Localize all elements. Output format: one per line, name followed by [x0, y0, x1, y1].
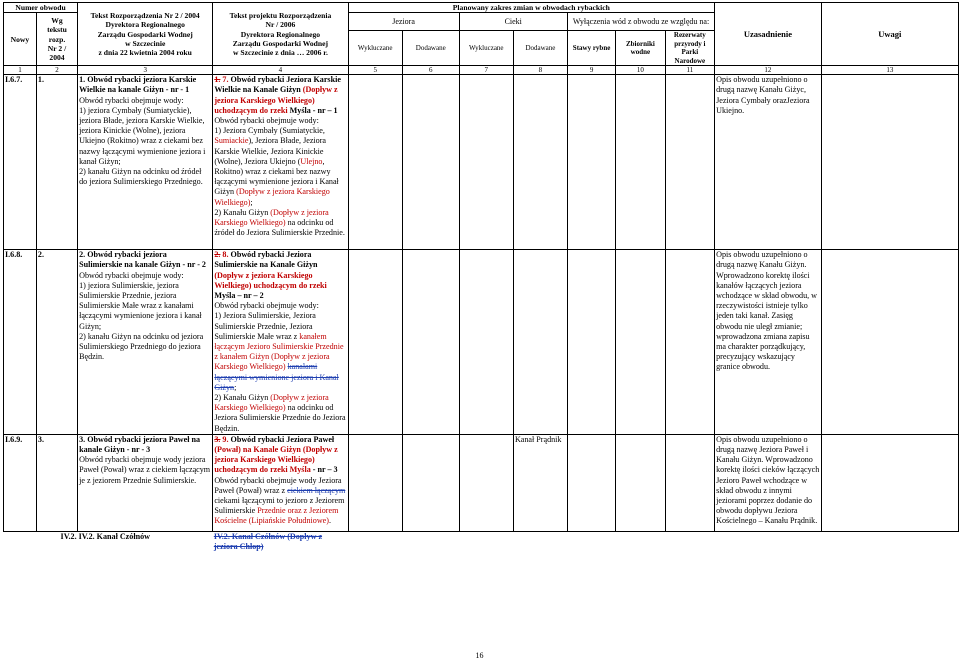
reserves-cell [665, 250, 715, 435]
col-num-4: 4 [213, 66, 348, 75]
col-num-12: 12 [715, 66, 822, 75]
header-excluded-lakes: Wykluczane [348, 31, 402, 66]
old-text-cell: 1. Obwód rybacki jeziora Karskie Wielkie na kanale Giżyn - nr - 1 Obwód rybacki obejmuje wody: 1) jeziora Cymbały (Sumiatyckie), jeziora Błade, jeziora Karskie Wielkie, jeziora Kinickie (Wolne), jeziora Ukiejno (Rokitno) wraz z ciekami bez nazwy łączącymi wymienione jeziora i kanał Giżyn; 2) kanału Giżyn na odcinku od źródeł do jeziora Sulimierskiego Przedniego. [78, 75, 213, 250]
watercourse-added-cell: Kanał Prądnik [513, 434, 567, 531]
header-exclusions: Wyłączenia wód z obwodu ze względu na: [567, 13, 714, 31]
header-added-lakes: Dodawane [402, 31, 459, 66]
section-new: IV.2. Kanał Czółnów (Dopływ z jeziora Chłop) [213, 531, 323, 552]
header-numer-obwodu: Numer obwodu [4, 3, 78, 13]
col-num-7: 7 [459, 66, 513, 75]
header-project-text: Tekst projektu Rozporządzenia Nr / 2006 Dyrektora Regionalnego Zarządu Gospodarki Wodnej w Szczecinie z dnia … 2006 r. [213, 3, 348, 66]
header-justification: Uzasadnienie [715, 3, 822, 66]
row-nowy: I.6.8. [4, 250, 37, 435]
old-text-cell: 2. Obwód rybacki jeziora Sulimierskie na kanale Giżyn - nr - 2 Obwód rybacki obejmuje wody: 1) jeziora Sulimierskie, jeziora Sulimierskie Przednie, jeziora Sulimierskie Małe wraz z kanałami łączącymi wymienione jeziora i kanał Giżyn; 2) kanału Giżyn na odcinku od jeziora Sulimierskiego Przedniego do jeziora Będzin. [78, 250, 213, 435]
header-remarks: Uwagi [821, 3, 958, 66]
reserves-cell [665, 434, 715, 531]
header-planned-changes: Planowany zakres zmian w obwodach rybackich [348, 3, 715, 13]
col-num-9: 9 [567, 66, 615, 75]
page-number: 16 [475, 651, 484, 660]
justification-cell: Opis obwodu uzupełniono o drugą nazwę Kanału Giżyc, Jeziora Cymbały orazJeziora Ukiejno. [715, 75, 822, 250]
header-nowy: Nowy [4, 13, 37, 66]
section-nowy: IV.2. [60, 531, 77, 541]
col-num-10: 10 [616, 66, 665, 75]
col-num-3: 3 [78, 66, 213, 75]
header-text-2004: Tekst Rozporządzenia Nr 2 / 2004 Dyrektora Regionalnego Zarządu Gospodarki Wodnej w Szczecinie z dnia 22 kwietnia 2004 roku [78, 3, 213, 66]
header-excluded-cieki: Wykluczane [459, 31, 513, 66]
section-nowy-empty [4, 531, 37, 553]
old-text-cell: 3. Obwód rybacki jeziora Paweł na kanale Giżyn - nr - 3 Obwód rybacki obejmuje wody jeziora Paweł (Pował) wraz z ciekiem łączącym je z jeziorem Przednie Sulimierskie. [78, 434, 213, 531]
col-num-8: 8 [513, 66, 567, 75]
header-added-cieki: Dodawane [513, 31, 567, 66]
col-num-6: 6 [402, 66, 459, 75]
new-text-cell: 1. 7. Obwód rybacki Jeziora Karskie Wielkie na Kanale Giżyn (Dopływ z jeziora Karskiego Wielkiego) uchodzącym do rzeki Myśla - nr – 1 Obwód rybacki obejmuje wody: 1) Jeziora Cymbały (Sumiatyckie, Sumiackie), Jeziora Błade, Jeziora Karskie Wielkie, Jeziora Kinickie (Wolne), Jeziora Ukiejno (Ulejno, Rokitno) wraz z ciekami bez nazwy łączącymi wymienione jeziora i Kanał Giżyn (Dopływ z jeziora Karskiego Wielkiego); 2) Kanału Giżyn (Dopływ z jeziora Karskiego Wielkiego) na odcinku od źródeł do Jeziora Sulimierskie Przednie. [213, 75, 348, 250]
col-num-1: 1 [4, 66, 37, 75]
col-num-5: 5 [348, 66, 402, 75]
header-reserves: Rezerwaty przyrody i Parki Narodowe [665, 31, 715, 66]
header-reservoirs: Zbiorniki wodne [616, 31, 665, 66]
header-lakes: Jeziora [348, 13, 459, 31]
header-wg: Wg tekstu rozp. Nr 2 / 2004 [36, 13, 77, 66]
table-row [4, 250, 959, 435]
col-num-11: 11 [665, 66, 715, 75]
justification-cell: Opis obwodu uzupełniono o drugą nazwę Kanału Giżyn. Wprowadzono korektę ilości kanałów łączących jeziora wchodzące w skład obwodu, w rzeczywistości istnieje tylko jeden taki kanał. Zasięg obwodu nie uległ zmianie; wprowadzona zmiana zapisu ma charakter porządkujący, precyzujący wskazujący granice obwodu. [715, 250, 822, 435]
row-wg: 2. [36, 250, 77, 435]
row-wg: 1. [36, 75, 77, 250]
table-row [4, 75, 959, 250]
justification-cell: Opis obwodu uzupełniono o drugą nazwę Jeziora Paweł i Kanału Giżyn. Wprowadzono korektę ilości cieków łączących Jezioro Paweł wchodzące w skład obwodu z innymi jeziorami poprzez dodanie do obwodu dopływu Jeziora Kościelnego – Kanału Prądnik. [715, 434, 822, 531]
new-text-cell: 3. 9. Obwód rybacki Jeziora Paweł (Pował) na Kanale Giżyn (Dopływ z jeziora Karskiego Wielkiego) uchodzącym do rzeki Myśla - nr – 3 Obwód rybacki obejmuje wody Jeziora Paweł (Pował) wraz z ciekiem łączącym ciekami łączącymi to jezioro z Jeziorem Sulimierskie Przednie oraz z Jeziorem Kościelne (Lipiańskie Południowe). [213, 434, 348, 531]
row-wg: 3. [36, 434, 77, 531]
header-ponds: Stawy rybne [567, 31, 615, 66]
new-text-cell: 2. 8. Obwód rybacki Jeziora Sulimierskie na Kanale Giżyn (Dopływ z jeziora Karskiego Wielkiego) uchodzącym do rzeki Myśla – nr – 2 Obwód rybacki obejmuje wody: 1) Jeziora Sulimierskie, Jeziora Sulimierskie Przednie, Jeziora Sulimierskie Małe wraz z kanałem łączącym Jezioro Sulimierskie Przednie z kanałem Giżyn (Dopływ z jeziora Karskiego Wielkiego) kanałami łączącymi wymienione jeziora i Kanał Giżyn; 2) Kanału Giżyn (Dopływ z jeziora Karskiego Wielkiego) na odcinku od Jeziora Sulimierskie Przednie do Jeziora Będzin. [213, 250, 348, 435]
header-watercourses: Cieki [459, 13, 567, 31]
row-nowy: I.6.7. [4, 75, 37, 250]
document-table [3, 2, 959, 553]
section-old: IV.2. Kanał Czółnów [78, 531, 150, 541]
col-num-2: 2 [36, 66, 77, 75]
table-row [4, 531, 959, 553]
reserves-cell [665, 75, 715, 250]
table-row [4, 434, 959, 531]
col-num-13: 13 [821, 66, 958, 75]
row-nowy: I.6.9. [4, 434, 37, 531]
